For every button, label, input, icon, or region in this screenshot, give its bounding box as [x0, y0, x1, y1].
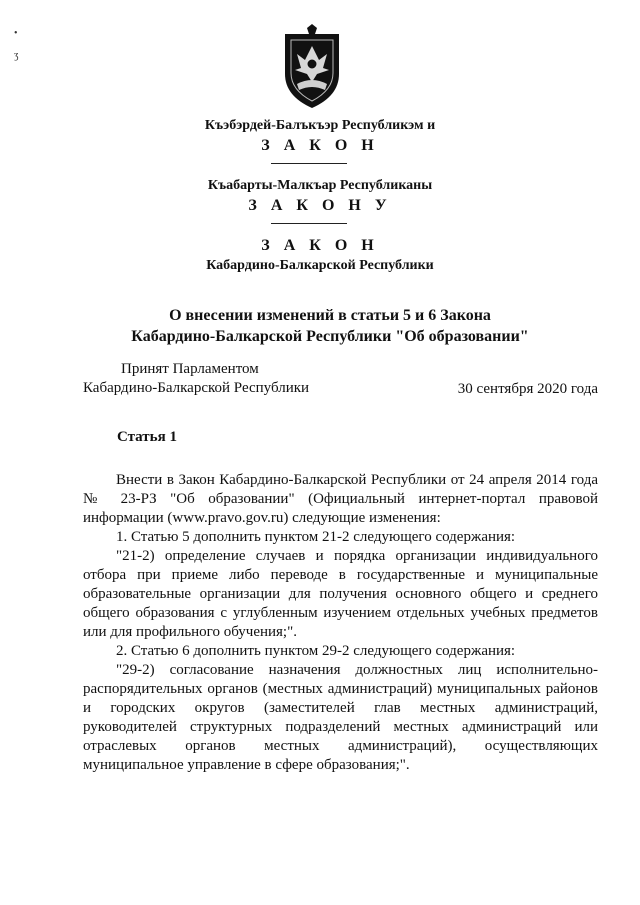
adoption-line-2: Кабардино-Балкарской Республики	[83, 380, 310, 396]
balkar-law-title: З А К О Н У	[248, 197, 392, 214]
article-paragraph-intro: Внести в Закон Кабардино-Балкарской Республики от 24 апреля 2014 года № 23-РЗ "Об образовании" (Официальный интернет-портал правовой информации (www.pravo.gov.ru) следующие изменения:	[83, 472, 598, 526]
divider	[271, 163, 347, 164]
article-item-1: 1. Статью 5 дополнить пунктом 21-2 следующего содержания:	[116, 529, 516, 545]
coat-of-arms-emblem	[277, 24, 347, 110]
law-title-line-2: Кабардино-Балкарской Республики "Об образовании"	[131, 328, 529, 345]
kabardian-law-title: З А К О Н	[261, 137, 379, 154]
law-title-line-1: О внесении изменений в статьи 5 и 6 Закона	[169, 307, 491, 324]
adoption-line-1: Принят Парламентом	[121, 361, 259, 377]
kabardian-header-line: Къэбэрдей-Балъкъэр Республикэм и	[204, 118, 436, 133]
balkar-header-line: Къабарты-Малкъар Республиканы	[207, 178, 433, 193]
russian-law-title: З А К О Н	[261, 237, 379, 254]
scan-mark: •	[14, 28, 18, 39]
divider	[271, 223, 347, 224]
article-item-1-text: "21-2) определение случаев и порядка организации индивидуального отбора при приеме либо переводе в государственные и муниципальные образовательные организации для получения основного общего и среднего общего образования с углубленным изучением отдельных учебных предметов или для профильного обучения;".	[83, 548, 598, 640]
article-item-2-text: "29-2) согласование назначения должностных лиц исполнительно-распорядительных органов (местных администраций) муниципальных районов и городских округов (заместителей глав местных администраций, руководителей структурных подразделений местных администраций или отраслевых органов местных администраций), осуществляющих муниципальное управление в сфере образования;".	[83, 662, 598, 773]
russian-header-line: Кабардино-Балкарской Республики	[206, 258, 434, 273]
article-heading: Статья 1	[117, 429, 177, 445]
article-item-2: 2. Статью 6 дополнить пунктом 29-2 следующего содержания:	[116, 643, 516, 659]
scan-mark: ʒ	[14, 50, 19, 61]
adoption-date: 30 сентября 2020 года	[457, 381, 598, 397]
